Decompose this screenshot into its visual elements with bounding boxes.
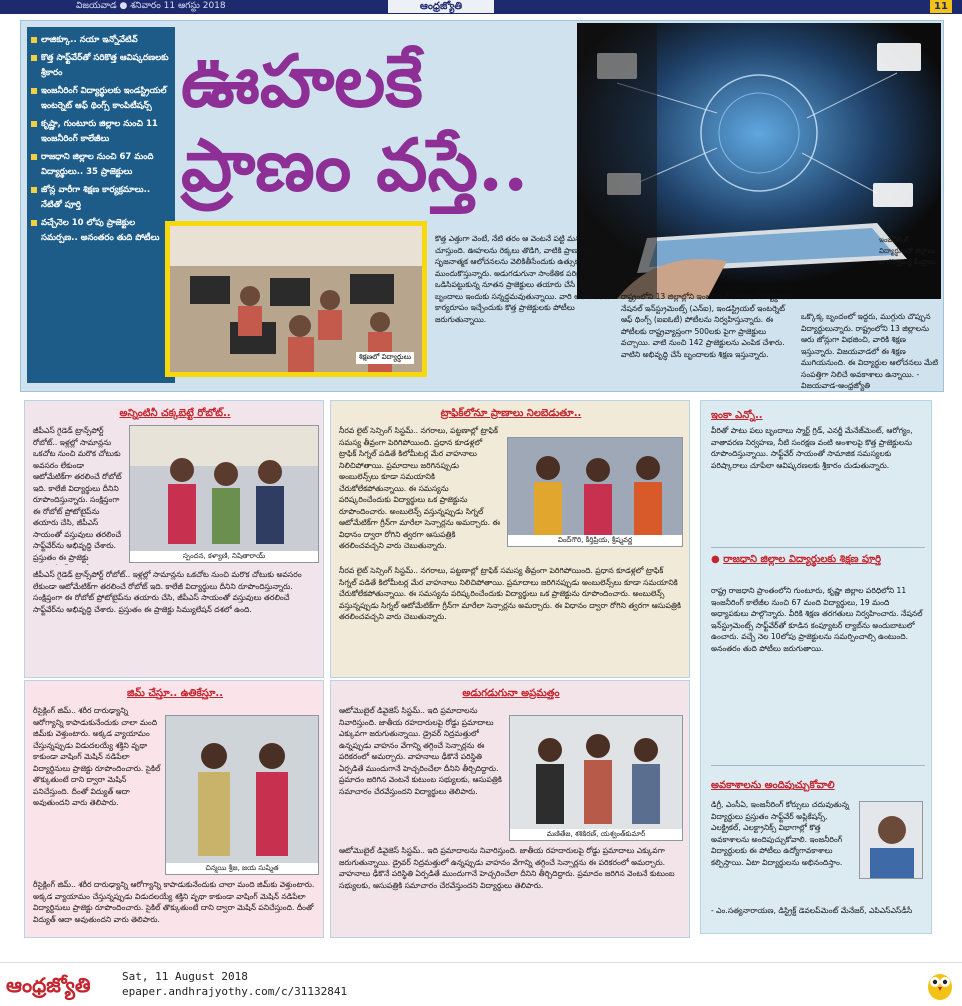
cover-body-column-3: ఒక్కొక్క బృందంలో ఇద్దరు, ముగ్గురు చొప్పున విద్యార్థులున్నారు. రాష్ట్రంలోని 13 జిల్లాలను ఆరు జోన్లుగా విభజించి, వారికి శిక్షణ ఇస్తున్నారు. విజయవాడలో ఈ శిక్షణ ముగియనుంది. ఈ విద్యార్థుల ఆలోచనలు మేటి సంపత్తిగా నిలిచే అవకాశాలు ఉన్నాయి. - విజయవాడ-ఆంధ్రజ్యోతి [801, 312, 939, 390]
divider [711, 765, 925, 766]
top-bar [0, 0, 962, 14]
bullet-item: ఇంజనీరింగ్ విద్యార్థులకు ఇండస్ట్రియల్ ఇంటర్నెట్ ఆఫ్ థింగ్స్ కాంపిటీషన్స్ [31, 84, 171, 114]
bullet-item: రాజధాని జిల్లాల నుంచి 67 మంది విద్యార్థులు.. 35 ప్రాజెక్టులు [31, 150, 171, 180]
bullet-item: కొత్త సాఫ్ట్‌వేర్‌తో సరికొత్త ఆవిష్కరణలకు శ్రీకారం [31, 51, 171, 81]
story-body: రాష్ట్ర రాజధాని ప్రాంతంలోని గుంటూరు, కృష్ణా జిల్లాల పరిధిలోని 11 ఇంజనీరింగ్ కాలేజీల నుంచి 67 మంది విద్యార్థులు, 19 మంది అధ్యాపకులు పాల్గొన్నారు. వీరికి శిక్షణ తరగతులు నిర్వహించారు. నేషనల్ ఇన్‌స్ట్రుమెంట్స్ సాఫ్ట్‌వేర్‌తో కూడిన కంప్యూటర్ ల్యాబ్‌ను అందుబాటులో ఉంచారు. వచ్చే నెల 10లోపు ప్రాజెక్టులను సమర్పించాల్సి ఉంటుంది. అనంతరం తుది పోటీలు జరుగుతాయి. [711, 586, 923, 653]
story-photo-caption: స్పందన, కళ్యాణి, నిషితారాయ్ [130, 551, 318, 562]
brand-label: ఆంధ్రజ్యోతి [388, 0, 494, 13]
story-title: అడుగడుగునా అప్రమత్తం [462, 688, 560, 699]
signature-line: - ఎం.సత్యనారాయణ, డిస్ట్రిక్ట్ డెవలప్‌మెంట్ మేనేజర్, ఎపిఎస్‌ఎస్‌డీసీ [711, 906, 913, 915]
story-body: రీసైక్లింగ్ జిమ్.. శరీర దారుఢ్యాన్ని ఆరోగ్యాన్ని కాపాడుకునేందుకు చాలా మంది జిమ్‌కు వెళ్తుంటారు. అక్కడ వ్యాయామం చేస్తున్నప్పుడు విడుదలయ్యే శక్తిని వృథా కాకుండా వాషింగ్ మెషిన్ నడిపేలా విద్యార్థినులు ప్రాజెక్టు రూపొందించారు. సైకిల్ తొక్కుతుంటే దాని ద్వారా మెషిన్ పనిచేస్తుంది. దీంతో విద్యుత్ ఆదా అవుతుందని వారు తెలిపారు. [33, 880, 315, 924]
story-body-left: రీసైక్లింగ్ జిమ్.. శరీర దారుఢ్యాన్ని ఆరోగ్యాన్ని కాపాడుకునేందుకు చాలా మంది జిమ్‌కు వెళ్తుంటారు. అక్కడ వ్యాయామం చేస్తున్నప్పుడు విడుదలయ్యే శక్తిని వృథా కాకుండా వాషింగ్ మెషిన్ నడిపేలా విద్యార్థినులు ప్రాజెక్టు రూపొందించారు. సైకిల్ తొక్కుతుంటే దాని ద్వారా మెషిన్ పనిచేస్తుంది. దీంతో విద్యుత్ ఆదా అవుతుందని వారు తెలిపారు. [33, 706, 161, 807]
page-number: 11 [930, 0, 952, 13]
story-title: జిమ్ చేస్తూ.. ఉతికేస్తూ.. [126, 688, 224, 699]
story-title: ఇంకా ఎన్నో.. [711, 410, 763, 421]
footer [0, 962, 962, 1006]
cover-body-column-1: కొత్త ఎత్తుగా వెంటే, నేటి తరం ఆ వెంటనే పట్టి మనసుని తెస్తూ చూస్తుంది. ఊహలను రెక్కలు తొడిగి, వాటికి ప్రాణం పోసే సృజనాత్మక ఆలోచనలను వెలికితీసేందుకు ఉత్సుకతతో ముందుకొస్తున్నారు. అడుగడుగునా సాంకేతిక పరిజ్ఞానాన్ని ఒడిసిపట్టుకున్న నూతన ప్రాజెక్టులు తయారు చేసే విద్యార్థుల బృందాలు ఇందుకు సన్నద్ధమవుతున్నాయి. వారి ఆలోచనలకు కార్యరూపం ఇచ్చేందుకు కొత్త ప్రాజెక్టులకు పోటీలు జరుగుతున్నాయి. [435, 234, 613, 324]
footer-info [122, 969, 347, 999]
story-body-left: నీరవ లైట్ సెన్సింగ్ సిస్టమ్.. నగరాలు, పట్టణాల్లో ట్రాఫిక్ సమస్య తీవ్రంగా పెరిగిపోయింది. ప్రధాన కూడళ్లలో ట్రాఫిక్ సిగ్నల్ పడితే కిలోమీటర్ల మేర వాహనాలు నిలిచిపోతాయి. ప్రమాదాలు జరిగినప్పుడు అంబులెన్స్‌లు కూడా సమయానికి చేరుకోలేకపోతున్నాయి. ఈ సమస్యను పరిష్కరించేందుకు విద్యార్థులు ఒక ప్రాజెక్టును రూపొందించారు. అంబులెన్స్ వస్తున్నప్పుడు సిగ్నల్ ఆటోమేటిక్‌గా గ్రీన్‌గా మారేలా సెన్సార్లను అమర్చారు. ఈ విధానం ద్వారా రోగిని త్వరగా ఆసుపత్రికి తరలించవచ్చని వారు చెబుతున్నారు. [339, 426, 501, 550]
story-photo [507, 437, 683, 547]
bullet-item: వచ్చేనెల 10 లోపు ప్రాజెక్టుల సమర్పణ.. అనంతరం తుది పోటీలు [31, 216, 171, 246]
story-sidebar [700, 400, 932, 934]
story-photo-caption: వింద్‌గౌరి, కీర్తిప్రియ, శ్రీష్మవర్ణ [508, 535, 682, 546]
footer-url[interactable]: epaper.andhrajyothy.com/c/31132841 [122, 985, 348, 998]
headline [181, 39, 571, 229]
cover-story [20, 20, 944, 392]
cover-body-column-2: రాష్ట్రంలోని 13 జిల్లాల్లోని ఇంజనీరింగ్ కాలేజీల విద్యార్థులకు నేషనల్ ఇన్‌స్ట్రుమెంట్స్ (ఎన్‌ఐ), ఇండస్ట్రియల్ ఇంటర్నెట్ ఆఫ్ థింగ్స్ (ఐఐఓటీ) పోటీలను నిర్వహిస్తున్నారు. ఈ పోటీలకు రాష్ట్రవ్యాప్తంగా 500లకు పైగా ప్రాజెక్టులు వచ్చాయి. వాటి నుంచి 142 ప్రాజెక్టులను ఎంపిక చేశారు. వాటిని అభివృద్ధి చేసే బృందాలకు శిక్షణ ఇస్తున్నారు. [621, 292, 793, 359]
bullet-item: కృష్ణా, గుంటూరు జిల్లాల నుంచి 11 ఇంజనీరింగ్ కాలేజీలు [31, 117, 171, 147]
lab-photo [165, 221, 427, 377]
bullet-dot-icon: ● [711, 554, 720, 565]
man-portrait-icon [860, 802, 923, 879]
students-photo-illustration [166, 716, 319, 875]
bullet-panel [27, 27, 175, 383]
story-title: ట్రాఫిక్‌లోనూ ప్రాణాలు నిలబెడుతూ.. [440, 408, 582, 419]
divider [711, 547, 925, 548]
bullet-item: జోన్ల వారీగా శిక్షణ కార్యక్రమాలు.. నేటితో పూర్తి [31, 183, 171, 213]
story-gym [24, 680, 324, 938]
headline-line-2: ప్రాణం వస్తే.. [181, 122, 529, 207]
story-body: నీరవ లైట్ సెన్సింగ్ సిస్టమ్.. నగరాలు, పట్టణాల్లో ట్రాఫిక్ సమస్య తీవ్రంగా పెరిగిపోయింది. ప్రధాన కూడళ్లలో ట్రాఫిక్ సిగ్నల్ పడితే కిలోమీటర్ల మేర వాహనాలు నిలిచిపోతాయి. ప్రమాదాలు జరిగినప్పుడు అంబులెన్స్‌లు కూడా సమయానికి చేరుకోలేకపోతున్నాయి. ఈ సమస్యను పరిష్కరించేందుకు విద్యార్థులు ఒక ప్రాజెక్టును రూపొందించారు. అంబులెన్స్ వస్తున్నప్పుడు సిగ్నల్ ఆటోమేటిక్‌గా గ్రీన్‌గా మారేలా సెన్సార్లను అమర్చారు. ఈ విధానం ద్వారా రోగిని త్వరగా ఆసుపత్రికి తరలించవచ్చని వారు చెబుతున్నారు. [339, 566, 681, 621]
owl-icon [926, 967, 954, 1001]
date-line: విజయవాడ ● శనివారం 11 ఆగస్టు 2018 [76, 1, 226, 11]
story-body-left: జీపీఎస్ గైడెడ్ ట్రాన్స్‌పోర్ట్ రోబోట్.. ఇళ్లల్లో సామాన్లను ఒకచోట నుంచి మరొక చోటుకు అవసరం లేకుండా ఆటోమేటిక్‌గా తరలించే రోబోట్ ఇది. కాలేజీ విద్యార్థులు దీనిని రూపొందిస్తున్నారు. సంక్షిప్తంగా ఈ రోబోట్ ప్రోటోటైప్‌ను తయారు చేసి, జీపీఎస్ సాయంతో వస్తువులు తరలించే సాఫ్ట్‌వేర్‌ను అభివృద్ధి చేశారు. ప్రస్తుతం ఈ ప్రాజెక్టు [33, 426, 122, 562]
lab-photo-caption: శిక్షణలో విద్యార్థులు [356, 352, 414, 364]
students-photo-illustration [130, 426, 319, 563]
footer-date: Sat, 11 August 2018 [122, 970, 248, 983]
story-body-left: ఆటోమొబైల్ డివైజెస్ సిస్టమ్.. ఇది ప్రమాదాలను నివారిస్తుంది. జాతీయ రహదారులపై రోడ్డు ప్రమాదాలు ఎక్కువగా జరుగుతున్నాయి. డ్రైవర్ నిద్రమత్తులో ఉన్నప్పుడు వాహనం వేగాన్ని తగ్గించే సెన్సార్లను ఈ పరికరంలో అమర్చారు. వాహనాలు ఢీకొనే పరిస్థితి ఏర్పడితే ముందుగానే హెచ్చరించేలా దీనిని తీర్చిదిద్దారు. ప్రమాదం జరిగిన వెంటనే కుటుంబ సభ్యులకు, ఆసుపత్రికి సమాచారం చేరవేస్తుందని విద్యార్థులు తెలిపారు. [339, 706, 502, 796]
story-title: అన్నింటినీ చక్కబెట్టే రోబోట్.. [119, 408, 231, 419]
story-photo [509, 715, 683, 841]
story-alert [330, 680, 690, 938]
story-subtitle: అవకాశాలను అందిపుచ్చుకోవాలి [711, 780, 835, 791]
story-body: జీపీఎస్ గైడెడ్ ట్రాన్స్‌పోర్ట్ రోబోట్.. ఇళ్లల్లో సామాన్లను ఒకచోట నుంచి మరొక చోటుకు అవసరం లేకుండా ఆటోమేటిక్‌గా తరలించే రోబోట్ ఇది. కాలేజీ విద్యార్థులు దీనిని రూపొందిస్తున్నారు. సంక్షిప్తంగా ఈ రోబోట్ ప్రోటోటైప్‌ను తయారు చేసి, జీపీఎస్ సాయంతో వస్తువులు తరలించే సాఫ్ట్‌వేర్‌ను అభివృద్ధి చేశారు. ప్రస్తుతం ఈ ప్రాజెక్టు సిమ్యులేషన్ దశలో ఉంది. [33, 570, 302, 614]
story-body: వీరితో పాటు పలు బృందాలు స్మార్ట్ గ్రిడ్, ఎనర్జీ మేనేజ్‌మెంట్, ఆరోగ్యం, వాతావరణ నిర్వహణ, నీటి సంరక్షణ వంటి అంశాలపై కొత్త ప్రాజెక్టులను రూపొందిస్తున్నాయి. సాఫ్ట్‌వేర్ సాయంతో సామాజిక సమస్యలకు పరిష్కారాలు చూపేలా ఆవిష్కరణలకు శ్రీకారం చుడుతున్నారు. [711, 426, 913, 470]
bullet-item: లాజిక్కూ.. నయా ఇన్నోవేటివ్ [31, 33, 171, 48]
headline-line-1: ఊహలకే [181, 38, 423, 123]
story-body: డిగ్రీ, ఎంసీఏ, ఇంజనీరింగ్ కోర్సులు చదువుతున్న విద్యార్థులు ప్రస్తుతం సాఫ్ట్‌వేర్ అప్లికేషన్స్, ఎలక్ట్రికల్, ఎలక్ట్రానిక్స్ విభాగాల్లో కొత్త అవకాశాలను అందిపుచ్చుకోవాలి. ఇంజనీరింగ్ విద్యార్థులకు ఈ పోటీలు ఉద్యోగావకాశాలు కల్పిస్తాయి. ఏటా విద్యార్థులను అభినందిస్తాం. [711, 800, 850, 867]
story-traffic [330, 400, 690, 678]
students-photo-illustration [510, 716, 683, 841]
story-robot [24, 400, 324, 678]
tech-photo-caption: ఇంజనీరింగ్ విద్యార్థులతో జిల్లాలు భాగస్వామ్య కేంద్రాలు [879, 236, 936, 266]
portrait-photo [859, 801, 923, 879]
students-photo-illustration [508, 438, 683, 547]
story-subtitle: ● రాజధాని జిల్లాల విద్యార్థులకు శిక్షణ పూర్తి [711, 554, 882, 565]
story-photo-caption: మణితేజ, శశికిరణ్, యశ్వంత్‌కుమార్ [510, 829, 682, 840]
footer-logo[interactable]: ఆంధ్రజ్యోతి [6, 969, 116, 1001]
story-photo [165, 715, 319, 875]
story-body: ఆటోమొబైల్ డివైజెస్ సిస్టమ్.. ఇది ప్రమాదాలను నివారిస్తుంది. జాతీయ రహదారులపై రోడ్డు ప్రమాదాలు ఎక్కువగా జరుగుతున్నాయి. డ్రైవర్ నిద్రమత్తులో ఉన్నప్పుడు వాహనం వేగాన్ని తగ్గించే సెన్సార్లను ఈ పరికరంలో అమర్చారు. వాహనాలు ఢీకొనే పరిస్థితి ఏర్పడితే ముందుగానే హెచ్చరించేలా దీనిని తీర్చిదిద్దారు. ప్రమాదం జరిగిన వెంటనే కుటుంబ సభ్యులకు, ఆసుపత్రికి సమాచారం చేరవేస్తుందని విద్యార్థులు తెలిపారు. [339, 846, 675, 890]
story-photo [129, 425, 319, 563]
computer-lab-illustration [170, 226, 422, 372]
story-photo-caption: చిన్మయి శ్రీజ, జయ సుష్మిత [166, 863, 318, 874]
